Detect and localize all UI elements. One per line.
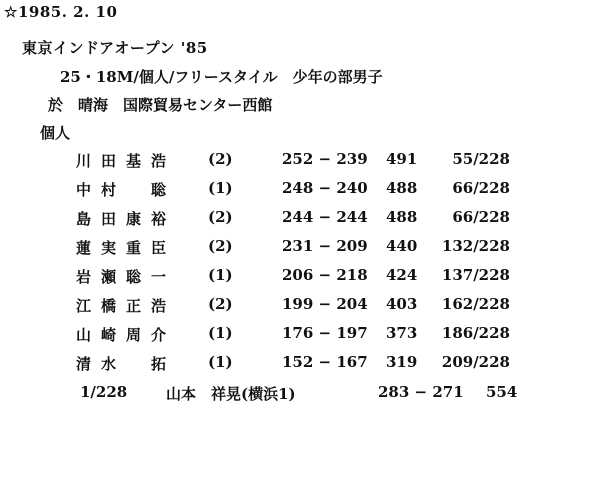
archer-name: 島田康裕 [76, 210, 177, 228]
total-score: 488 [386, 179, 418, 197]
result-row [0, 179, 600, 207]
archer-grade: (1) [208, 353, 233, 371]
archer-name: 中村 聡 [76, 181, 177, 199]
total-score: 373 [386, 324, 418, 342]
section-heading: 個人 [40, 124, 71, 142]
placing: 132/228 [441, 237, 510, 255]
date-line: ☆1985. 2. 10 [4, 3, 118, 21]
archer-grade: (2) [208, 295, 233, 313]
placing: 137/228 [441, 266, 510, 284]
winner-placing: 1/228 [80, 383, 128, 401]
total-score: 319 [386, 353, 418, 371]
round-scores: 244 − 244 [282, 208, 368, 226]
placing: 209/228 [441, 353, 510, 371]
archer-name: 清水 拓 [76, 355, 177, 373]
archer-name: 蓮実重臣 [76, 239, 177, 257]
winner-row [0, 383, 600, 411]
result-row [0, 208, 600, 236]
archer-name: 山崎周介 [76, 326, 177, 344]
round-scores: 152 − 167 [282, 353, 368, 371]
result-row [0, 266, 600, 294]
total-score: 403 [386, 295, 418, 313]
result-row [0, 150, 600, 178]
total-score: 491 [386, 150, 418, 168]
round-scores: 231 − 209 [282, 237, 368, 255]
round-scores: 199 − 204 [282, 295, 368, 313]
round-scores: 252 − 239 [282, 150, 368, 168]
winner-total-score: 554 [486, 383, 518, 401]
event-title: 東京インドアオープン '85 [22, 39, 208, 57]
placing: 186/228 [441, 324, 510, 342]
placing: 66/228 [452, 208, 510, 226]
placing: 55/228 [452, 150, 510, 168]
archer-name: 川田基浩 [76, 152, 177, 170]
archer-name: 岩瀬聡一 [76, 268, 177, 286]
winner-round-scores: 283 − 271 [378, 383, 464, 401]
total-score: 488 [386, 208, 418, 226]
result-row [0, 237, 600, 265]
result-row [0, 295, 600, 323]
winner-name: 山本 祥晃(横浜1) [166, 385, 296, 403]
archer-name: 江橋正浩 [76, 297, 177, 315]
total-score: 424 [386, 266, 418, 284]
archer-grade: (2) [208, 208, 233, 226]
placing: 66/228 [452, 179, 510, 197]
archer-grade: (1) [208, 324, 233, 342]
round-scores: 206 − 218 [282, 266, 368, 284]
round-scores: 176 − 197 [282, 324, 368, 342]
placing: 162/228 [441, 295, 510, 313]
venue-line: 於 晴海 国際貿易センター西館 [48, 96, 273, 114]
archer-grade: (1) [208, 179, 233, 197]
archer-grade: (2) [208, 237, 233, 255]
archer-grade: (1) [208, 266, 233, 284]
result-row [0, 353, 600, 381]
archer-grade: (2) [208, 150, 233, 168]
result-row [0, 324, 600, 352]
total-score: 440 [386, 237, 418, 255]
round-scores: 248 − 240 [282, 179, 368, 197]
category-line: 25・18M/個人/フリースタイル 少年の部男子 [60, 68, 383, 86]
